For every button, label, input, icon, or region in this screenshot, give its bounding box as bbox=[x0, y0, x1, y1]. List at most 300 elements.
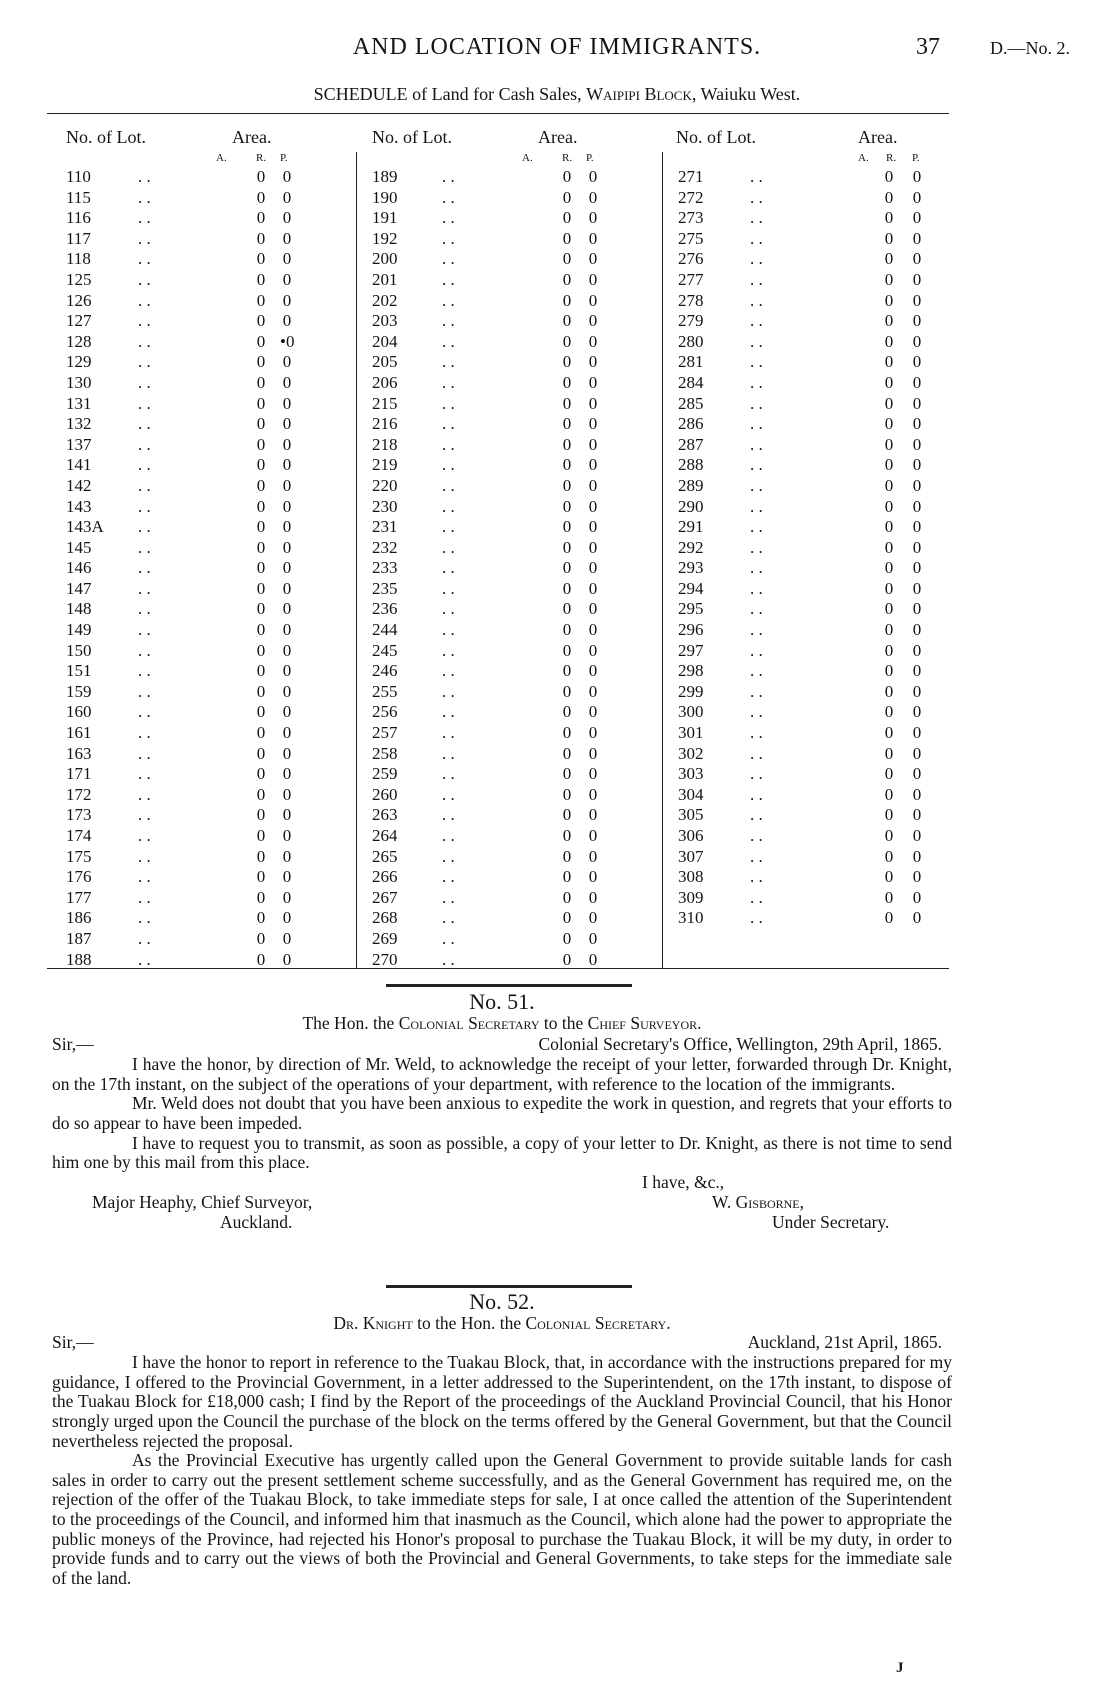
lot-number: 146 bbox=[66, 558, 92, 578]
leader-dots: . . bbox=[442, 805, 455, 825]
area-perches: 0 bbox=[282, 249, 292, 269]
lot-number: 256 bbox=[372, 702, 398, 722]
area-perches: 0 bbox=[588, 496, 598, 516]
lot-number: 244 bbox=[372, 620, 398, 640]
area-roods: 0 bbox=[562, 640, 572, 660]
table-top-rule bbox=[47, 113, 949, 114]
area-roods: 0 bbox=[256, 475, 266, 495]
leader-dots: . . bbox=[442, 537, 455, 557]
lot-number: 285 bbox=[678, 393, 704, 413]
area-perches: 0 bbox=[912, 887, 922, 907]
area-perches: 0 bbox=[912, 249, 922, 269]
leader-dots: . . bbox=[138, 372, 151, 392]
leader-dots: . . bbox=[750, 290, 763, 310]
column-divider bbox=[662, 152, 663, 968]
leader-dots: . . bbox=[138, 393, 151, 413]
lot-number: 288 bbox=[678, 455, 704, 475]
lot-number: 298 bbox=[678, 661, 704, 681]
area-perches: 0 bbox=[282, 414, 292, 434]
leader-dots: . . bbox=[750, 620, 763, 640]
area-perches: 0 bbox=[912, 290, 922, 310]
lot-number: 176 bbox=[66, 867, 92, 887]
lot-number: 296 bbox=[678, 620, 704, 640]
lot-number: 277 bbox=[678, 269, 704, 289]
paragraph: As the Provincial Executive has urgently called upon the General Government to provide suitable lands for cash sales in order to carry out the present settlement scheme successfully, and as the General Government has required me, on the rejection of the offer of the Tuakau Block, to take immediate steps for sale, I at once called the attention of the Superintendent to the proceedings of the Council, and informed him that inasmuch as the Council, which alone had the power to appropriate the public moneys of the Province, had rejected his Honor's proposal to purchase the Tuakau Block, it will be my duty, in order to provide funds and to carry out the views of both the Provincial and General Governments, to take steps for the immediate sale of the land. bbox=[52, 1450, 952, 1588]
area-perches: 0 bbox=[588, 455, 598, 475]
leader-dots: . . bbox=[750, 743, 763, 763]
area-roods: 0 bbox=[256, 208, 266, 228]
paragraph: I have the honor to report in reference to the Tuakau Block, that, in accordance with the instructions prepared for my guidance, I offered to the Provincial Government, in a letter addressed to the Superintendent, on the 17th instant, to dispose of the Tuakau Block for £18,000 cash; I find by the Report of the proceedings of the Auckland Provincial Council, that his Honor strongly urged upon the Council the purchase of the block on the terms offered by the General Government, but that the Council nevertheless rejected the proposal. bbox=[52, 1352, 952, 1451]
lot-number: 260 bbox=[372, 784, 398, 804]
leader-dots: . . bbox=[138, 187, 151, 207]
area-roods: 0 bbox=[562, 372, 572, 392]
leader-dots: . . bbox=[138, 640, 151, 660]
area-perches: 0 bbox=[282, 867, 292, 887]
heading-mid: to the Hon. the bbox=[417, 1312, 522, 1333]
lot-number: 202 bbox=[372, 290, 398, 310]
lot-number: 289 bbox=[678, 475, 704, 495]
heading-mid: to the bbox=[543, 1012, 584, 1033]
leader-dots: . . bbox=[442, 167, 455, 186]
leader-dots: . . bbox=[138, 475, 151, 495]
lot-number: 293 bbox=[678, 558, 704, 578]
area-perches: 0 bbox=[912, 743, 922, 763]
area-perches: 0 bbox=[588, 784, 598, 804]
page-number: 37 bbox=[916, 34, 940, 60]
heading-pre: The Hon. the bbox=[302, 1012, 395, 1033]
area-roods: 0 bbox=[884, 455, 894, 475]
leader-dots: . . bbox=[442, 640, 455, 660]
area-perches: 0 bbox=[282, 167, 292, 186]
lot-number: 206 bbox=[372, 372, 398, 392]
area-roods: 0 bbox=[562, 784, 572, 804]
area-perches: 0 bbox=[912, 846, 922, 866]
area-perches: 0 bbox=[282, 311, 292, 331]
leader-dots: . . bbox=[138, 352, 151, 372]
area-perches: 0 bbox=[588, 887, 598, 907]
leader-dots: . . bbox=[138, 702, 151, 722]
lot-number: 115 bbox=[66, 187, 91, 207]
lot-number: 257 bbox=[372, 723, 398, 743]
area-roods: 0 bbox=[562, 331, 572, 351]
salutation: Sir,— bbox=[52, 1034, 94, 1055]
area-roods: 0 bbox=[562, 352, 572, 372]
leader-dots: . . bbox=[750, 167, 763, 186]
lot-number: 203 bbox=[372, 311, 398, 331]
area-perches: 0 bbox=[588, 228, 598, 248]
leader-dots: . . bbox=[750, 784, 763, 804]
area-roods: 0 bbox=[884, 702, 894, 722]
area-perches: 0 bbox=[588, 846, 598, 866]
lot-number: 232 bbox=[372, 537, 398, 557]
salutation-line bbox=[52, 1333, 952, 1353]
area-roods: 0 bbox=[256, 187, 266, 207]
area-perches: 0 bbox=[282, 537, 292, 557]
area-perches: 0 bbox=[282, 475, 292, 495]
leader-dots: . . bbox=[138, 167, 151, 186]
lot-number: 281 bbox=[678, 352, 704, 372]
area-roods: 0 bbox=[884, 908, 894, 928]
leader-dots: . . bbox=[750, 661, 763, 681]
leader-dots: . . bbox=[442, 496, 455, 516]
area-perches: 0 bbox=[912, 681, 922, 701]
area-roods: 0 bbox=[884, 681, 894, 701]
area-roods: 0 bbox=[884, 846, 894, 866]
area-perches: 0 bbox=[588, 578, 598, 598]
lot-number: 308 bbox=[678, 867, 704, 887]
leader-dots: . . bbox=[138, 661, 151, 681]
lot-number: 145 bbox=[66, 537, 92, 557]
area-perches: 0 bbox=[912, 372, 922, 392]
area-roods: 0 bbox=[256, 269, 266, 289]
leader-dots: . . bbox=[750, 352, 763, 372]
leader-dots: . . bbox=[750, 764, 763, 784]
leader-dots: . . bbox=[750, 681, 763, 701]
salutation: Sir,— bbox=[52, 1332, 94, 1353]
leader-dots: . . bbox=[750, 826, 763, 845]
area-perches: 0 bbox=[588, 620, 598, 640]
lot-number: 205 bbox=[372, 352, 398, 372]
area-roods: 0 bbox=[884, 167, 894, 186]
leader-dots: . . bbox=[750, 455, 763, 475]
lot-number: 150 bbox=[66, 640, 92, 660]
area-perches: 0 bbox=[282, 372, 292, 392]
letter-52 bbox=[52, 1289, 952, 1588]
leader-dots: . . bbox=[442, 290, 455, 310]
leader-dots: . . bbox=[138, 599, 151, 619]
lot-number: 291 bbox=[678, 517, 704, 537]
area-roods: 0 bbox=[884, 537, 894, 557]
lot-number: 216 bbox=[372, 414, 398, 434]
lot-number: 235 bbox=[372, 578, 398, 598]
area-roods: 0 bbox=[884, 269, 894, 289]
area-perches: 0 bbox=[588, 393, 598, 413]
leader-dots: . . bbox=[442, 846, 455, 866]
leader-dots: . . bbox=[750, 434, 763, 454]
lot-number: 301 bbox=[678, 723, 704, 743]
leader-dots: . . bbox=[138, 249, 151, 269]
area-roods: 0 bbox=[884, 640, 894, 660]
paragraph: I have the honor, by direction of Mr. Weld, to acknowledge the receipt of your letter, forwarded through Dr. Knight, on the 17th instant, on the subject of the operations of your department, with reference to the location of the immigrants. bbox=[52, 1054, 952, 1094]
area-perches: 0 bbox=[588, 743, 598, 763]
lot-number: 204 bbox=[372, 331, 398, 351]
area-perches: 0 bbox=[282, 702, 292, 722]
area-roods: 0 bbox=[884, 784, 894, 804]
section-separator bbox=[386, 984, 632, 987]
lot-number: 201 bbox=[372, 269, 398, 289]
col-area-header-3: Area. bbox=[858, 127, 898, 147]
area-roods: 0 bbox=[256, 784, 266, 804]
leader-dots: . . bbox=[442, 764, 455, 784]
area-roods: 0 bbox=[256, 702, 266, 722]
area-roods: 0 bbox=[256, 928, 266, 948]
lot-number: 269 bbox=[372, 928, 398, 948]
leader-dots: . . bbox=[138, 887, 151, 907]
area-roods: 0 bbox=[884, 805, 894, 825]
area-perches: 0 bbox=[588, 475, 598, 495]
leader-dots: . . bbox=[442, 743, 455, 763]
lot-number: 118 bbox=[66, 249, 91, 269]
area-perches: 0 bbox=[588, 702, 598, 722]
lot-number: 264 bbox=[372, 826, 398, 845]
area-perches: 0 bbox=[588, 764, 598, 784]
lot-number: 143 bbox=[66, 496, 92, 516]
lot-number: 151 bbox=[66, 661, 92, 681]
heading-from: Colonial Secretary bbox=[398, 1012, 540, 1033]
unit-perches: P. bbox=[586, 152, 594, 164]
area-perches: 0 bbox=[588, 805, 598, 825]
area-roods: 0 bbox=[256, 599, 266, 619]
leader-dots: . . bbox=[442, 269, 455, 289]
lot-number: 149 bbox=[66, 620, 92, 640]
lot-number: 171 bbox=[66, 764, 92, 784]
leader-dots: . . bbox=[442, 887, 455, 907]
area-perches: 0 bbox=[588, 249, 598, 269]
area-perches: 0 bbox=[588, 167, 598, 186]
lot-number: 270 bbox=[372, 949, 398, 969]
area-perches: 0 bbox=[588, 352, 598, 372]
lot-number: 129 bbox=[66, 352, 92, 372]
leader-dots: . . bbox=[442, 867, 455, 887]
signature: W. Gisborne, bbox=[712, 1191, 805, 1212]
letter-heading bbox=[52, 1014, 952, 1034]
col-lot-header-3: No. of Lot. bbox=[676, 127, 756, 147]
area-roods: 0 bbox=[884, 661, 894, 681]
lot-number: 189 bbox=[372, 167, 398, 186]
area-perches: 0 bbox=[588, 723, 598, 743]
paragraph: I have to request you to transmit, as soon as possible, a copy of your letter to Dr. Knight, as there is not time to send him one by this mail from this place. bbox=[52, 1132, 952, 1173]
lot-number: 245 bbox=[372, 640, 398, 660]
area-roods: 0 bbox=[256, 805, 266, 825]
area-roods: 0 bbox=[884, 475, 894, 495]
leader-dots: . . bbox=[442, 475, 455, 495]
area-roods: 0 bbox=[256, 578, 266, 598]
lot-number: 259 bbox=[372, 764, 398, 784]
leader-dots: . . bbox=[138, 331, 151, 351]
lot-number: 137 bbox=[66, 434, 92, 454]
area-roods: 0 bbox=[884, 599, 894, 619]
lot-number: 303 bbox=[678, 764, 704, 784]
leader-dots: . . bbox=[442, 187, 455, 207]
lot-number: 186 bbox=[66, 908, 92, 928]
area-perches: 0 bbox=[912, 352, 922, 372]
area-roods: 0 bbox=[884, 393, 894, 413]
area-perches: 0 bbox=[588, 681, 598, 701]
area-perches: 0 bbox=[588, 290, 598, 310]
lot-number: 302 bbox=[678, 743, 704, 763]
area-roods: 0 bbox=[884, 311, 894, 331]
lot-number: 310 bbox=[678, 908, 704, 928]
leader-dots: . . bbox=[138, 434, 151, 454]
area-roods: 0 bbox=[256, 517, 266, 537]
area-roods: 0 bbox=[256, 249, 266, 269]
area-perches: 0 bbox=[588, 826, 598, 845]
lot-number: 187 bbox=[66, 928, 92, 948]
leader-dots: . . bbox=[442, 517, 455, 537]
area-perches: 0 bbox=[588, 434, 598, 454]
area-roods: 0 bbox=[256, 887, 266, 907]
area-perches: 0 bbox=[282, 393, 292, 413]
area-roods: 0 bbox=[884, 228, 894, 248]
area-roods: 0 bbox=[562, 578, 572, 598]
area-roods: 0 bbox=[256, 723, 266, 743]
area-perches: 0 bbox=[588, 867, 598, 887]
leader-dots: . . bbox=[442, 249, 455, 269]
leader-dots: . . bbox=[138, 414, 151, 434]
area-perches: 0 bbox=[912, 784, 922, 804]
lot-number: 266 bbox=[372, 867, 398, 887]
area-perches: 0 bbox=[588, 414, 598, 434]
area-perches: 0 bbox=[912, 434, 922, 454]
area-perches: 0 bbox=[282, 826, 292, 845]
leader-dots: . . bbox=[442, 928, 455, 948]
lot-number: 292 bbox=[678, 537, 704, 557]
area-perches: 0 bbox=[912, 331, 922, 351]
area-roods: 0 bbox=[884, 249, 894, 269]
leader-dots: . . bbox=[750, 558, 763, 578]
area-roods: 0 bbox=[562, 414, 572, 434]
area-perches: 0 bbox=[282, 208, 292, 228]
lot-number: 304 bbox=[678, 784, 704, 804]
area-roods: 0 bbox=[562, 167, 572, 186]
lot-number: 174 bbox=[66, 826, 92, 845]
area-perches: 0 bbox=[282, 558, 292, 578]
col-area-header-2: Area. bbox=[538, 127, 578, 147]
area-roods: 0 bbox=[884, 187, 894, 207]
col-area-header-1: Area. bbox=[232, 127, 272, 147]
leader-dots: . . bbox=[442, 372, 455, 392]
lot-number: 130 bbox=[66, 372, 92, 392]
lot-number: 273 bbox=[678, 208, 704, 228]
area-perches: 0 bbox=[588, 558, 598, 578]
area-roods: 0 bbox=[256, 681, 266, 701]
area-perches: 0 bbox=[912, 455, 922, 475]
area-perches: 0 bbox=[588, 599, 598, 619]
letter-number: No. 52. bbox=[469, 1289, 535, 1314]
leader-dots: . . bbox=[442, 784, 455, 804]
heading-from: Dr. Knight bbox=[333, 1312, 413, 1333]
leader-dots: . . bbox=[138, 537, 151, 557]
lot-number: 275 bbox=[678, 228, 704, 248]
area-perches: 0 bbox=[282, 517, 292, 537]
area-roods: 0 bbox=[562, 846, 572, 866]
area-roods: 0 bbox=[884, 887, 894, 907]
area-roods: 0 bbox=[884, 578, 894, 598]
area-roods: 0 bbox=[884, 434, 894, 454]
leader-dots: . . bbox=[442, 681, 455, 701]
area-perches: 0 bbox=[912, 228, 922, 248]
area-perches: 0 bbox=[282, 764, 292, 784]
lot-number: 286 bbox=[678, 414, 704, 434]
area-perches: 0 bbox=[912, 517, 922, 537]
area-roods: 0 bbox=[562, 805, 572, 825]
lot-number: 255 bbox=[372, 681, 398, 701]
area-roods: 0 bbox=[562, 290, 572, 310]
leader-dots: . . bbox=[442, 414, 455, 434]
area-roods: 0 bbox=[884, 723, 894, 743]
area-perches: 0 bbox=[588, 928, 598, 948]
unit-perches: P. bbox=[912, 152, 920, 164]
lot-number: 160 bbox=[66, 702, 92, 722]
area-perches: 0 bbox=[282, 743, 292, 763]
area-roods: 0 bbox=[562, 228, 572, 248]
area-roods: 0 bbox=[562, 949, 572, 969]
leader-dots: . . bbox=[442, 723, 455, 743]
area-perches: 0 bbox=[282, 434, 292, 454]
area-perches: 0 bbox=[588, 311, 598, 331]
unit-roods: R. bbox=[886, 152, 897, 164]
unit-roods: R. bbox=[562, 152, 573, 164]
area-perches: 0 bbox=[282, 784, 292, 804]
lot-number: 175 bbox=[66, 846, 92, 866]
area-perches: 0 bbox=[912, 599, 922, 619]
area-perches: 0 bbox=[912, 764, 922, 784]
area-roods: 0 bbox=[256, 661, 266, 681]
lot-number: 219 bbox=[372, 455, 398, 475]
area-roods: 0 bbox=[256, 393, 266, 413]
area-roods: 0 bbox=[256, 846, 266, 866]
leader-dots: . . bbox=[138, 826, 151, 845]
leader-dots: . . bbox=[442, 826, 455, 845]
area-roods: 0 bbox=[562, 743, 572, 763]
lot-number: 258 bbox=[372, 743, 398, 763]
place-date: Auckland, 21st April, 1865. bbox=[747, 1332, 942, 1353]
lot-number: 142 bbox=[66, 475, 92, 495]
area-roods: 0 bbox=[562, 661, 572, 681]
area-perches: 0 bbox=[912, 908, 922, 928]
area-roods: 0 bbox=[884, 290, 894, 310]
lot-number: 128 bbox=[66, 331, 92, 351]
area-perches: 0 bbox=[912, 537, 922, 557]
area-perches: 0 bbox=[912, 167, 922, 186]
lot-number: 220 bbox=[372, 475, 398, 495]
area-roods: 0 bbox=[562, 537, 572, 557]
leader-dots: . . bbox=[750, 578, 763, 598]
leader-dots: . . bbox=[442, 455, 455, 475]
column-divider bbox=[356, 152, 357, 968]
leader-dots: . . bbox=[442, 208, 455, 228]
area-perches: 0 bbox=[588, 640, 598, 660]
leader-dots: . . bbox=[750, 702, 763, 722]
leader-dots: . . bbox=[442, 393, 455, 413]
lot-number: 295 bbox=[678, 599, 704, 619]
leader-dots: . . bbox=[138, 311, 151, 331]
area-roods: 0 bbox=[884, 372, 894, 392]
area-perches: 0 bbox=[282, 187, 292, 207]
area-perches: 0 bbox=[912, 269, 922, 289]
area-roods: 0 bbox=[256, 640, 266, 660]
heading-to: Chief Surveyor. bbox=[587, 1012, 702, 1033]
lot-number: 191 bbox=[372, 208, 398, 228]
leader-dots: . . bbox=[442, 331, 455, 351]
schedule-title-place: Waiuku West. bbox=[700, 84, 801, 104]
area-perches: 0 bbox=[282, 352, 292, 372]
area-roods: 0 bbox=[256, 228, 266, 248]
area-perches: 0 bbox=[282, 908, 292, 928]
area-roods: 0 bbox=[562, 887, 572, 907]
area-perches: 0 bbox=[588, 537, 598, 557]
salutation-line bbox=[52, 1035, 952, 1055]
lot-number: 305 bbox=[678, 805, 704, 825]
letter-heading bbox=[52, 1314, 952, 1334]
area-roods: 0 bbox=[562, 558, 572, 578]
leader-dots: . . bbox=[138, 517, 151, 537]
leader-dots: . . bbox=[750, 496, 763, 516]
page-header bbox=[0, 30, 1114, 60]
area-perches: 0 bbox=[912, 187, 922, 207]
area-roods: 0 bbox=[562, 599, 572, 619]
schedule-title-lead: SCHEDULE of Land for Cash Sales, bbox=[313, 84, 582, 104]
